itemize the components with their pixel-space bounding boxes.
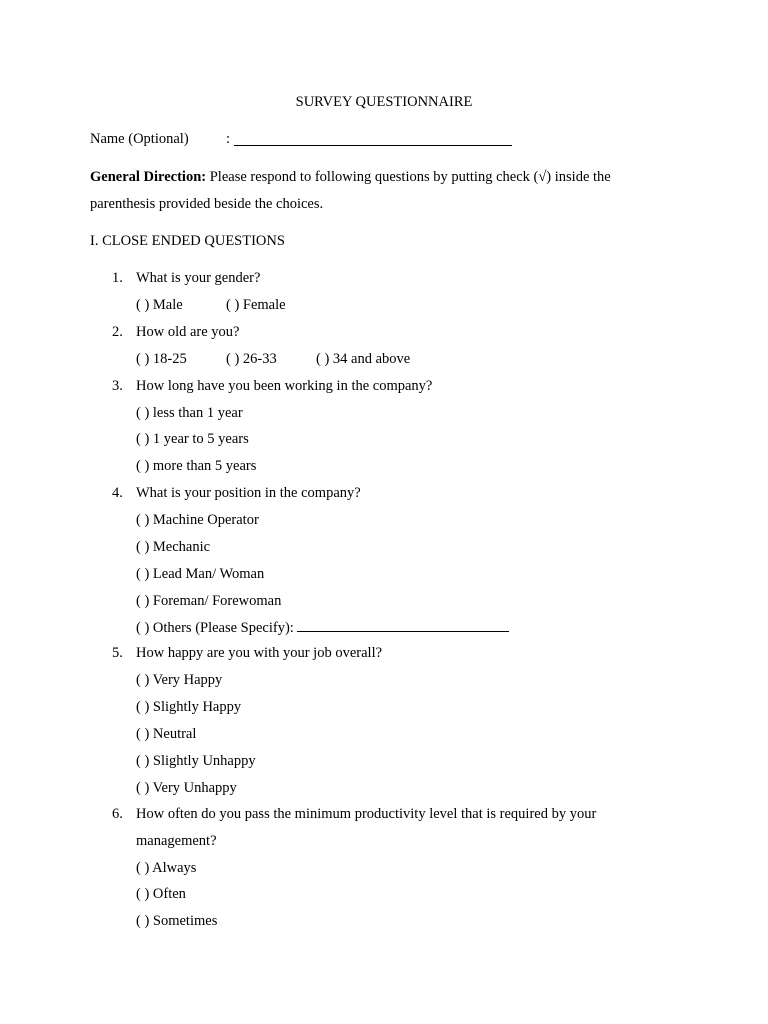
question-text-line-1: How often do you pass the minimum productivity level that is required by your <box>136 806 597 822</box>
option-sometimes[interactable]: ( ) Sometimes <box>136 913 218 929</box>
option-less-than-1-year[interactable]: ( ) less than 1 year <box>136 405 243 421</box>
option-slightly-unhappy[interactable]: ( ) Slightly Unhappy <box>136 753 256 769</box>
option-slightly-happy[interactable]: ( ) Slightly Happy <box>136 699 242 715</box>
option-more-than-5-years[interactable]: ( ) more than 5 years <box>136 458 257 474</box>
general-direction-text-1: Please respond to following questions by putting check (√) inside the <box>206 169 611 185</box>
option-male[interactable]: ( ) Male <box>136 297 183 313</box>
question-number: 1. <box>112 270 123 286</box>
option-often[interactable]: ( ) Often <box>136 886 186 902</box>
option-26-33[interactable]: ( ) 26-33 <box>226 351 277 367</box>
option-neutral[interactable]: ( ) Neutral <box>136 726 197 742</box>
option-others[interactable] <box>136 619 509 637</box>
option-very-unhappy[interactable]: ( ) Very Unhappy <box>136 780 237 796</box>
option-others-label: ( ) Others (Please Specify): <box>136 620 298 636</box>
question-text: How happy are you with your job overall? <box>136 645 383 661</box>
question-text: How long have you been working in the company? <box>136 378 433 394</box>
name-blank-line[interactable] <box>234 145 512 146</box>
name-label: Name (Optional) <box>90 131 189 147</box>
option-34-above[interactable]: ( ) 34 and above <box>316 351 411 367</box>
option-very-happy[interactable]: ( ) Very Happy <box>136 672 223 688</box>
question-number: 3. <box>112 378 123 394</box>
option-mechanic[interactable]: ( ) Mechanic <box>136 539 211 555</box>
question-number: 5. <box>112 645 123 661</box>
general-direction-line-1 <box>90 168 611 186</box>
option-1-to-5-years[interactable]: ( ) 1 year to 5 years <box>136 431 249 447</box>
question-number: 2. <box>112 324 123 340</box>
general-direction-label: General Direction: <box>90 169 207 185</box>
question-text-line-2: management? <box>136 833 217 849</box>
option-18-25[interactable]: ( ) 18-25 <box>136 351 187 367</box>
page-title: SURVEY QUESTIONNAIRE <box>295 94 473 110</box>
others-specify-blank[interactable] <box>297 619 509 632</box>
question-text: What is your position in the company? <box>136 485 361 501</box>
name-colon: : <box>226 131 231 147</box>
question-number: 4. <box>112 485 123 501</box>
question-text: How old are you? <box>136 324 240 340</box>
option-foreman-forewoman[interactable]: ( ) Foreman/ Forewoman <box>136 593 282 609</box>
option-female[interactable]: ( ) Female <box>226 297 286 313</box>
question-text: What is your gender? <box>136 270 261 286</box>
option-always[interactable]: ( ) Always <box>136 860 197 876</box>
question-number: 6. <box>112 806 123 822</box>
section-heading: I. CLOSE ENDED QUESTIONS <box>90 233 285 249</box>
option-lead-man-woman[interactable]: ( ) Lead Man/ Woman <box>136 566 265 582</box>
option-machine-operator[interactable]: ( ) Machine Operator <box>136 512 259 528</box>
general-direction-line-2: parenthesis provided beside the choices. <box>90 196 324 212</box>
